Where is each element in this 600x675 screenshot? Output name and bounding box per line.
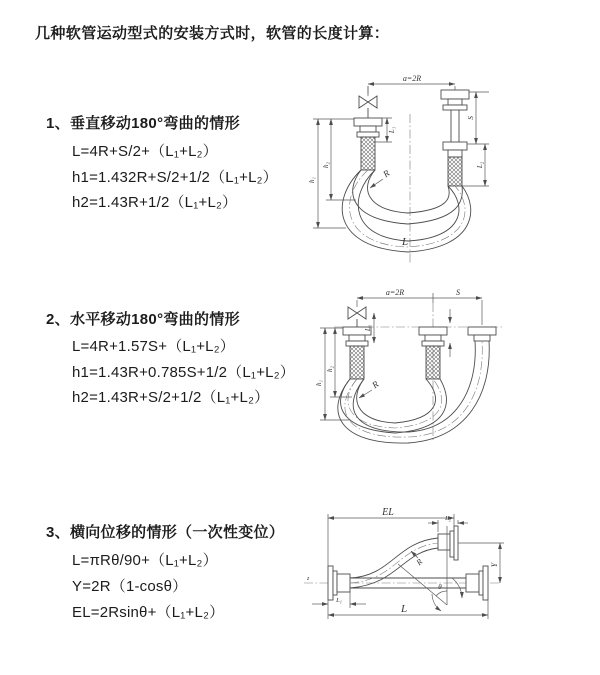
diagram2-dim-top — [357, 288, 482, 325]
diagram3-upper-flange — [438, 526, 458, 560]
section-1-formula-h2: h2=1.43R+1/2（L₁+L₂） — [72, 194, 238, 211]
diagram1-radius-callout — [370, 168, 392, 188]
dim-label-h2: h₂ — [326, 366, 334, 372]
diagram3-radius-callout — [411, 551, 424, 568]
diagram-vertical-180-bend — [302, 70, 590, 270]
centerline-mark: z — [307, 576, 310, 582]
section-3-formula-Y: Y=2R（1-cosθ） — [72, 578, 188, 595]
dim-label-s: S — [456, 288, 460, 297]
dim-label-l2: L₂ — [476, 161, 484, 169]
diagram3-dim-l2 — [428, 515, 468, 532]
dim-label-l-total: L — [401, 236, 409, 248]
diagram3-s-curve-hose — [350, 538, 438, 588]
dim-label-h2: h₂ — [322, 162, 330, 168]
diagram2-middle-fitting — [419, 309, 450, 379]
diagram3-dim-l — [328, 600, 488, 619]
section-1-formula-L: L=4R+S/2+（L₁+L₂） — [72, 143, 218, 160]
section-2-formula-h2: h2=1.43R+S/2+1/2（L₁+L₂） — [72, 389, 270, 406]
diagram3-dim-el — [328, 507, 454, 566]
braided-hose-section — [361, 137, 375, 170]
valve-icon — [348, 307, 366, 327]
diagram3-right-flange — [466, 566, 488, 600]
dim-label-s: S — [466, 116, 475, 120]
diagram1-right-fitting — [441, 90, 469, 186]
section-1-heading: 1、垂直移动180°弯曲的情形 — [46, 115, 240, 132]
dim-label-l2: L₂ — [445, 515, 451, 522]
section-2-heading: 2、水平移动180°弯曲的情形 — [46, 311, 240, 328]
diagram1-left-fitting — [354, 118, 382, 170]
section-2-formula-h1: h1=1.43R+0.785S+1/2（L₁+L₂） — [72, 364, 295, 381]
section-3-formula-EL: EL=2Rsinθ+（L₁+L₂） — [72, 604, 225, 621]
dim-label-h1: h₁ — [315, 380, 323, 386]
braided-hose-section — [448, 157, 462, 186]
diagram-lateral-displacement — [300, 498, 600, 653]
dim-label-theta: θ — [438, 583, 442, 591]
diagram3-left-flange — [328, 566, 350, 600]
diagram2-dim-l1 — [364, 313, 374, 343]
braided-hose-section — [350, 346, 364, 379]
dim-label-l1: L₁ — [336, 597, 342, 604]
diagram2-right-fitting — [468, 327, 496, 341]
diagram1-dims-h — [308, 119, 356, 228]
braided-hose-section — [426, 346, 440, 379]
page-title: 几种软管运动型式的安装方式时，软管的长度计算： — [35, 25, 390, 42]
dim-label-h1: h₁ — [308, 177, 316, 183]
section-3-formula-L: L=πRθ/90+（L₁+L₂） — [72, 552, 218, 569]
dim-label-a2r: a=2R — [385, 288, 405, 297]
section-3-heading: 3、横向位移的情形（一次性变位） — [46, 524, 285, 541]
dim-label-r: R — [381, 167, 392, 180]
dim-label-r: R — [414, 557, 425, 568]
dim-label-a2r: a=2R — [402, 74, 422, 83]
section-2-formula-L: L=4R+1.57S+（L₁+L₂） — [72, 338, 235, 355]
diagram-horizontal-180-bend — [298, 283, 598, 453]
dim-label-r: R — [370, 378, 381, 391]
dim-label-l1: L₁ — [364, 324, 372, 332]
valve-icon — [359, 86, 377, 118]
dim-label-el: EL — [382, 507, 394, 518]
dim-label-l1: L₁ — [388, 126, 396, 134]
diagram3-dim-l1 — [312, 592, 366, 608]
dim-label-l-total: L — [400, 603, 408, 615]
section-1-formula-h1: h1=1.432R+S/2+1/2（L₁+L₂） — [72, 169, 278, 186]
dim-label-y: Y — [490, 562, 499, 568]
diagram2-left-fitting — [343, 324, 372, 379]
